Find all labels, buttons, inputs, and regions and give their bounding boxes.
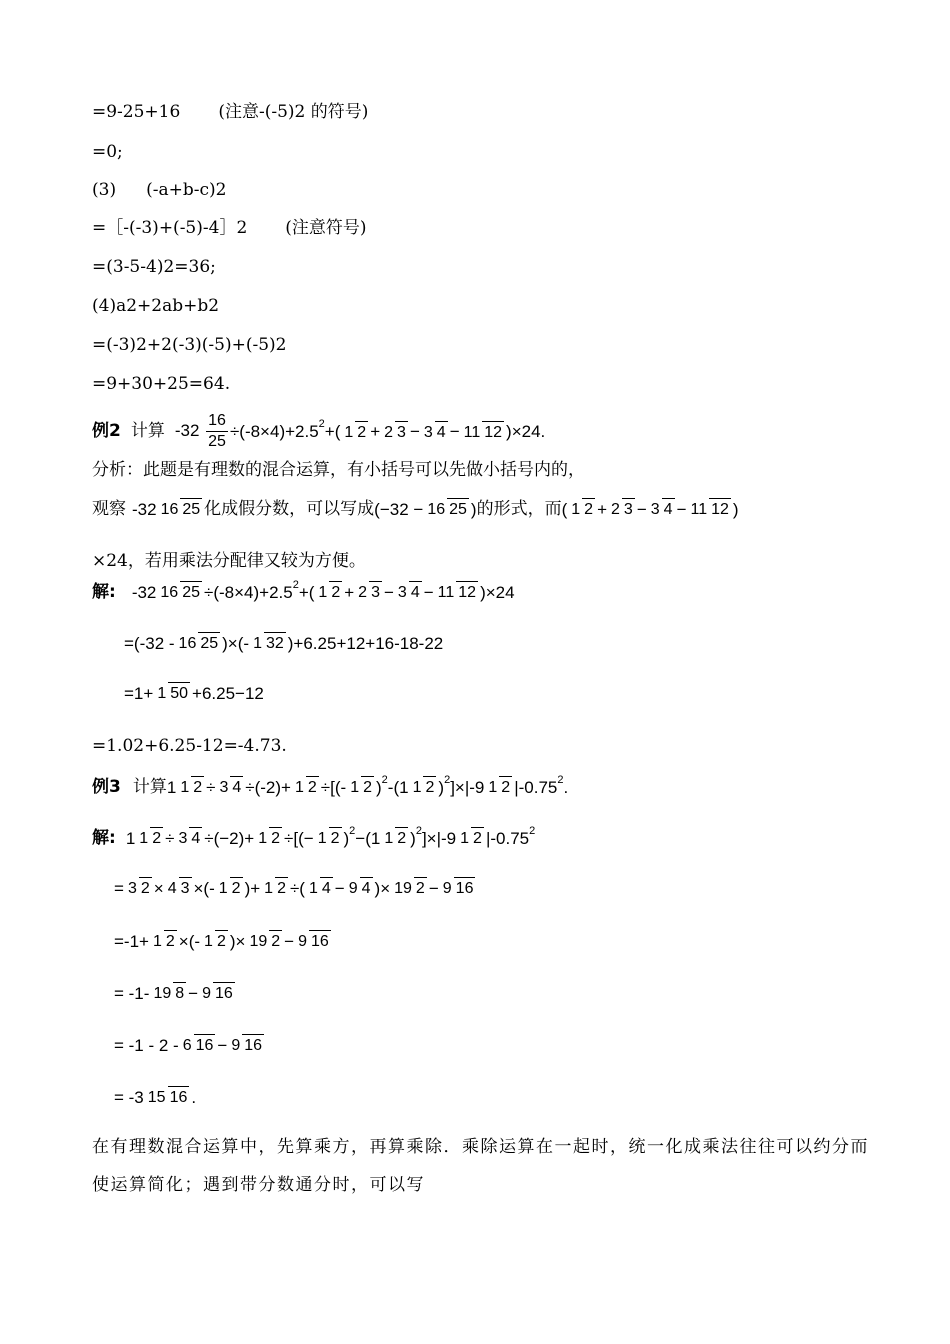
denominator: 4 <box>360 877 373 897</box>
denominator: 4 <box>230 776 243 796</box>
observe-expr <box>374 500 476 518</box>
denominator: 2 <box>355 421 368 441</box>
numerator: 1 <box>318 584 328 601</box>
ex1-line-1-note: (注意-(-5)2 的符号) <box>218 102 369 122</box>
numerator: 1 <box>317 830 327 847</box>
exponent: 2 <box>415 824 422 837</box>
denominator: 3 <box>622 498 635 518</box>
denominator: 2 <box>215 930 228 950</box>
denominator: 4 <box>409 581 422 601</box>
expr-text: ( <box>561 499 568 519</box>
solution-label: 解: <box>92 581 116 602</box>
expr-text: . <box>563 777 569 797</box>
exponent: 2 <box>318 418 325 430</box>
fraction <box>217 879 243 897</box>
operator: − <box>409 422 420 441</box>
analysis-text: ×24，若用乘法分配律又较为方便。 <box>92 551 366 571</box>
denominator: 16 <box>194 1034 216 1054</box>
ex3-step-1 <box>114 879 477 897</box>
expr-text: )× <box>374 878 391 898</box>
fraction <box>178 778 204 796</box>
denominator: 12 <box>456 581 478 601</box>
denominator: 3 <box>395 421 408 441</box>
fraction <box>126 879 152 897</box>
ex2-title: 例2 <box>92 421 121 441</box>
denominator: 8 <box>173 982 186 1002</box>
expr-text: )×24. <box>506 422 546 441</box>
operator: − <box>188 983 199 1003</box>
denominator: 2 <box>329 581 342 601</box>
expr-text: ) <box>470 499 477 519</box>
ex1-line-6-expr: (4)a2+2ab+b2 <box>92 296 220 316</box>
numerator: 3 <box>127 880 137 897</box>
observe-text: 化成假分数，可以写成 <box>204 498 375 519</box>
ex1-line-8 <box>92 376 230 393</box>
numerator: 9 <box>442 880 452 897</box>
expr-text: = -1- <box>114 983 150 1003</box>
numerator: 1 <box>350 779 360 796</box>
numerator: 2 <box>384 423 394 441</box>
fraction <box>146 1088 190 1106</box>
numerator: 1 <box>264 880 274 897</box>
observe-mixed <box>132 500 204 518</box>
fraction <box>392 879 427 897</box>
fraction <box>247 932 282 950</box>
denominator: 2 <box>361 776 374 796</box>
fraction <box>382 829 408 847</box>
ex1-line-5 <box>92 259 216 276</box>
expr-text: . <box>191 1087 197 1107</box>
numerator: 6 <box>182 1037 192 1054</box>
numerator: 1 <box>344 423 354 441</box>
ex3-calc-label: 计算 <box>132 776 167 797</box>
expr-text: )×24 <box>480 582 515 602</box>
ex2-step-1 <box>124 634 443 652</box>
fraction <box>217 778 243 796</box>
denominator: 16 <box>242 1034 264 1054</box>
numerator: 3 <box>178 830 188 847</box>
operator: + <box>370 422 381 441</box>
numerator: 1 <box>412 779 422 796</box>
numerator: 3 <box>650 501 660 518</box>
expr-text: =1+ <box>124 683 154 703</box>
expr-text: ÷(-8×4)+2.5 <box>229 422 319 441</box>
expr-text: ÷(−2)+ <box>204 828 255 848</box>
expr-text: (−32 − <box>374 499 424 519</box>
numerator: 9 <box>202 985 211 1002</box>
ex2-solution-line-2 <box>124 634 443 652</box>
fraction <box>166 879 192 897</box>
ex2-solution-line-1 <box>92 578 515 602</box>
ex2-problem-expr <box>175 413 545 450</box>
fraction <box>486 778 512 796</box>
numerator: 1 <box>488 779 498 796</box>
fraction <box>411 778 437 796</box>
expr-text: ]×|-9 <box>450 777 485 797</box>
numerator: 3 <box>397 584 407 601</box>
fraction <box>262 879 288 897</box>
expr-text: -(1 <box>387 777 409 797</box>
fraction <box>569 500 595 518</box>
fraction <box>649 500 675 518</box>
numerator: 11 <box>690 501 708 518</box>
expr-text: )+6.25+12+16-18-22 <box>287 633 444 653</box>
ex3-step-3 <box>114 984 237 1002</box>
operator: + <box>597 499 608 519</box>
numerator: 16 <box>208 412 226 429</box>
numerator: 1 <box>258 830 268 847</box>
operator: − <box>334 878 345 898</box>
solution-label: 解: <box>92 827 116 848</box>
fraction <box>458 829 484 847</box>
ex1-line-4 <box>92 220 367 237</box>
denominator: 2 <box>306 776 319 796</box>
ex3-problem <box>92 773 569 797</box>
fraction <box>425 500 469 518</box>
denominator: 2 <box>150 827 163 847</box>
denominator: 2 <box>139 877 152 897</box>
numerator: 2 <box>358 584 368 601</box>
denominator: 2 <box>423 776 436 796</box>
fraction <box>422 423 448 441</box>
denominator: 2 <box>164 930 177 950</box>
exponent: 2 <box>529 824 536 837</box>
ex2-analysis-line-1 <box>92 462 585 479</box>
exponent: 2 <box>292 578 299 591</box>
expr-text: = -3 <box>114 1087 144 1107</box>
numerator: 3 <box>423 423 433 441</box>
expr-text: +6.25−12 <box>192 683 264 703</box>
expr-text: ×(- <box>178 931 201 951</box>
numerator: 9 <box>231 1037 241 1054</box>
conclusion-paragraph: 在有理数混合运算中，先算乘方，再算乘除．乘除运算在一起时，统一化成乘法往往可以约分而使运算简化；遇到带分数通分时，可以写 <box>92 1137 869 1195</box>
ex2-analysis-line-2 <box>92 500 739 518</box>
expr-text: )×(- <box>222 633 250 653</box>
denominator: 16 <box>454 877 476 897</box>
ex2-solution-line-3 <box>124 684 264 702</box>
numerator: 1 <box>308 880 318 897</box>
exponent: 2 <box>444 773 451 786</box>
operator: − <box>428 878 439 898</box>
ex2-solution-expr <box>131 578 515 602</box>
numerator: 1 <box>152 933 162 950</box>
fraction <box>689 500 731 518</box>
fraction <box>151 984 186 1002</box>
expr-text: ÷[(− <box>284 828 314 848</box>
numerator: 1 <box>460 830 470 847</box>
fraction <box>158 583 202 601</box>
operator: ÷ <box>206 777 216 797</box>
denominator: 25 <box>180 581 202 601</box>
denominator: 2 <box>191 776 204 796</box>
numerator: 1 <box>139 830 149 847</box>
numerator: 11 <box>437 584 455 601</box>
numerator: 1 <box>204 933 213 950</box>
denominator: 4 <box>320 877 333 897</box>
fraction <box>316 583 342 601</box>
ex1-line-1 <box>92 104 368 121</box>
expr-text: = -1 - 2 - <box>114 1035 179 1055</box>
operator: − <box>449 422 460 441</box>
denominator: 3 <box>179 877 192 897</box>
numerator: 1 <box>294 779 304 796</box>
operator: + <box>344 582 355 602</box>
fraction <box>202 932 228 950</box>
whole-part: 1 <box>125 828 136 848</box>
denominator: 2 <box>471 827 484 847</box>
fraction <box>382 423 408 441</box>
numerator: 1 <box>180 779 190 796</box>
denominator: 3 <box>369 581 382 601</box>
numerator: 1 <box>384 830 394 847</box>
fraction <box>256 829 282 847</box>
expr-text: +( <box>298 582 315 602</box>
fraction <box>348 778 374 796</box>
observe-expr-2 <box>562 500 739 518</box>
fraction <box>151 932 177 950</box>
ex1-line-4-note: (注意符号) <box>285 218 367 238</box>
denominator: 4 <box>189 827 202 847</box>
ex3-solution-expr <box>125 824 536 848</box>
expr-text: −(1 <box>355 828 381 848</box>
numerator: 9 <box>298 933 307 950</box>
fraction <box>177 634 221 652</box>
fraction <box>293 778 319 796</box>
fraction <box>181 1036 216 1054</box>
operator: × <box>153 878 164 898</box>
expr-text: ) <box>410 828 416 848</box>
ex3-step-2 <box>114 932 333 950</box>
denominator: 32 <box>264 632 286 652</box>
analysis-text: 分析：此题是有理数的混合运算，有小括号可以先做小括号内的， <box>92 460 585 480</box>
ex3-step-4-expr <box>114 1036 266 1054</box>
exponent: 2 <box>349 824 356 837</box>
numerator: 16 <box>427 501 446 518</box>
fraction <box>296 932 331 950</box>
denominator: 2 <box>329 827 342 847</box>
numerator: 19 <box>153 985 172 1002</box>
ex3-title: 例3 <box>92 776 121 797</box>
fraction <box>396 583 422 601</box>
whole-part: -32 <box>174 420 200 440</box>
fraction <box>251 634 286 652</box>
expr-text: ) <box>732 499 739 519</box>
mixed-number <box>175 413 230 450</box>
denominator: 4 <box>435 421 448 441</box>
fraction <box>356 583 382 601</box>
expr-text: )× <box>229 931 246 951</box>
denominator: 2 <box>230 877 243 897</box>
numerator: 19 <box>249 933 268 950</box>
fraction <box>462 423 504 441</box>
ex1-line-5-expr: =(3-5-4)2=36; <box>92 257 216 277</box>
numerator: 16 <box>178 635 197 652</box>
ex3-step-5-expr <box>114 1088 196 1106</box>
ex2-step-2 <box>124 684 264 702</box>
denominator: 16 <box>309 930 331 950</box>
fraction <box>200 984 235 1002</box>
ex3-step-3-expr <box>114 984 237 1002</box>
ex3-problem-expr <box>166 773 569 797</box>
fraction <box>609 500 635 518</box>
expr-text: ]×|-9 <box>421 828 457 848</box>
numerator: 19 <box>394 880 412 897</box>
denominator: 25 <box>447 498 469 518</box>
denominator: 2 <box>499 776 512 796</box>
whole-part: -32 <box>131 582 157 602</box>
expr-text: ÷( <box>289 878 305 898</box>
expr-text: ×(- <box>193 878 215 898</box>
denominator: 2 <box>275 877 288 897</box>
fraction <box>137 829 163 847</box>
numerator: 15 <box>147 1089 166 1106</box>
ex2-calc-label: 计算 <box>130 421 165 441</box>
expr-text: ÷[(- <box>320 777 347 797</box>
ex2-problem <box>92 413 545 450</box>
denominator: 12 <box>482 421 504 441</box>
numerator: 16 <box>160 501 179 518</box>
numerator: 16 <box>160 584 179 601</box>
ex1-line-4-expr: =［-(-3)+(-5)-4］2 <box>92 218 248 238</box>
operator: − <box>217 1035 228 1055</box>
expr-text: |-0.75 <box>485 828 530 848</box>
expr-text: +( <box>324 422 341 441</box>
denominator: 2 <box>269 930 282 950</box>
numerator: 1 <box>218 880 228 897</box>
ex1-line-2-expr: =0; <box>92 142 123 162</box>
ex2-final <box>92 738 287 755</box>
fraction <box>316 829 342 847</box>
fraction <box>159 500 203 518</box>
fraction <box>206 413 228 450</box>
ex3-step-4 <box>114 1036 266 1054</box>
expr-text: ÷(-2)+ <box>245 777 291 797</box>
ex1-line-7-expr: =(-3)2+2(-3)(-5)+(-5)2 <box>92 335 287 355</box>
denominator: 2 <box>395 827 408 847</box>
fraction <box>155 684 190 702</box>
fraction <box>441 879 476 897</box>
ex3-step-5 <box>114 1088 196 1106</box>
fraction <box>229 1036 264 1054</box>
final-result: =1.02+6.25-12=-4.73. <box>92 736 287 756</box>
ex1-line-3-expr: (-a+b-c)2 <box>146 180 227 200</box>
ex2-analysis-line-3 <box>92 553 366 570</box>
ex1-line-6 <box>92 298 219 315</box>
operator: − <box>383 582 394 602</box>
operator: − <box>423 582 434 602</box>
operator: ÷ <box>165 828 175 848</box>
numerator: 11 <box>463 423 481 441</box>
expr-text: ) <box>438 777 445 797</box>
numerator: 1 <box>157 685 167 702</box>
expr-text: ) <box>376 777 382 797</box>
denominator: 4 <box>662 498 675 518</box>
expr-text: ÷(-8×4)+2.5 <box>203 582 293 602</box>
numerator: 9 <box>348 880 358 897</box>
operator: − <box>284 931 295 951</box>
fraction <box>307 879 333 897</box>
exponent: 2 <box>381 773 388 786</box>
ex1-line-2 <box>92 144 123 161</box>
denominator: 25 <box>180 498 202 518</box>
ex1-line-7 <box>92 337 286 354</box>
denominator: 2 <box>269 827 282 847</box>
fraction <box>176 829 202 847</box>
expr-text: |-0.75 <box>514 777 558 797</box>
numerator: 2 <box>611 501 620 518</box>
operator: − <box>676 499 687 519</box>
whole-part: 1 <box>166 777 177 797</box>
operator: − <box>636 499 647 519</box>
denominator: 50 <box>168 682 190 702</box>
numerator: 1 <box>253 635 262 652</box>
fraction <box>436 583 478 601</box>
ex3-step-1-expr <box>114 879 477 897</box>
denominator: 16 <box>213 982 235 1002</box>
expr-text: ) <box>343 828 350 848</box>
expr-text: )+ <box>244 878 261 898</box>
whole-part: -32 <box>132 499 157 519</box>
ex1-line-8-expr: =9+30+25=64. <box>92 374 231 394</box>
ex1-line-3 <box>92 182 226 199</box>
denominator: 25 <box>198 632 220 652</box>
denominator: 16 <box>168 1086 190 1106</box>
ex3-step-2-expr <box>114 932 333 950</box>
ex1-line-1-expr: =9-25+16 <box>92 102 181 122</box>
expr-text: =-1+ <box>114 931 149 951</box>
denominator: 25 <box>208 433 226 450</box>
ex3-solution-line-1 <box>92 824 536 848</box>
expr-text: =(-32 - <box>124 633 175 653</box>
exponent: 2 <box>557 773 564 786</box>
denominator: 2 <box>582 498 595 518</box>
numerator: 3 <box>219 779 229 796</box>
denominator: 12 <box>709 498 731 518</box>
fraction <box>347 879 373 897</box>
ex1-line-3-label: (3) <box>92 180 117 200</box>
numerator: 1 <box>571 501 581 518</box>
expr-text: = <box>114 878 124 898</box>
numerator: 4 <box>167 880 177 897</box>
denominator: 2 <box>414 877 427 897</box>
observe-text: 观察 <box>92 498 126 519</box>
fraction <box>342 423 368 441</box>
observe-text: 的形式，而 <box>476 498 562 519</box>
